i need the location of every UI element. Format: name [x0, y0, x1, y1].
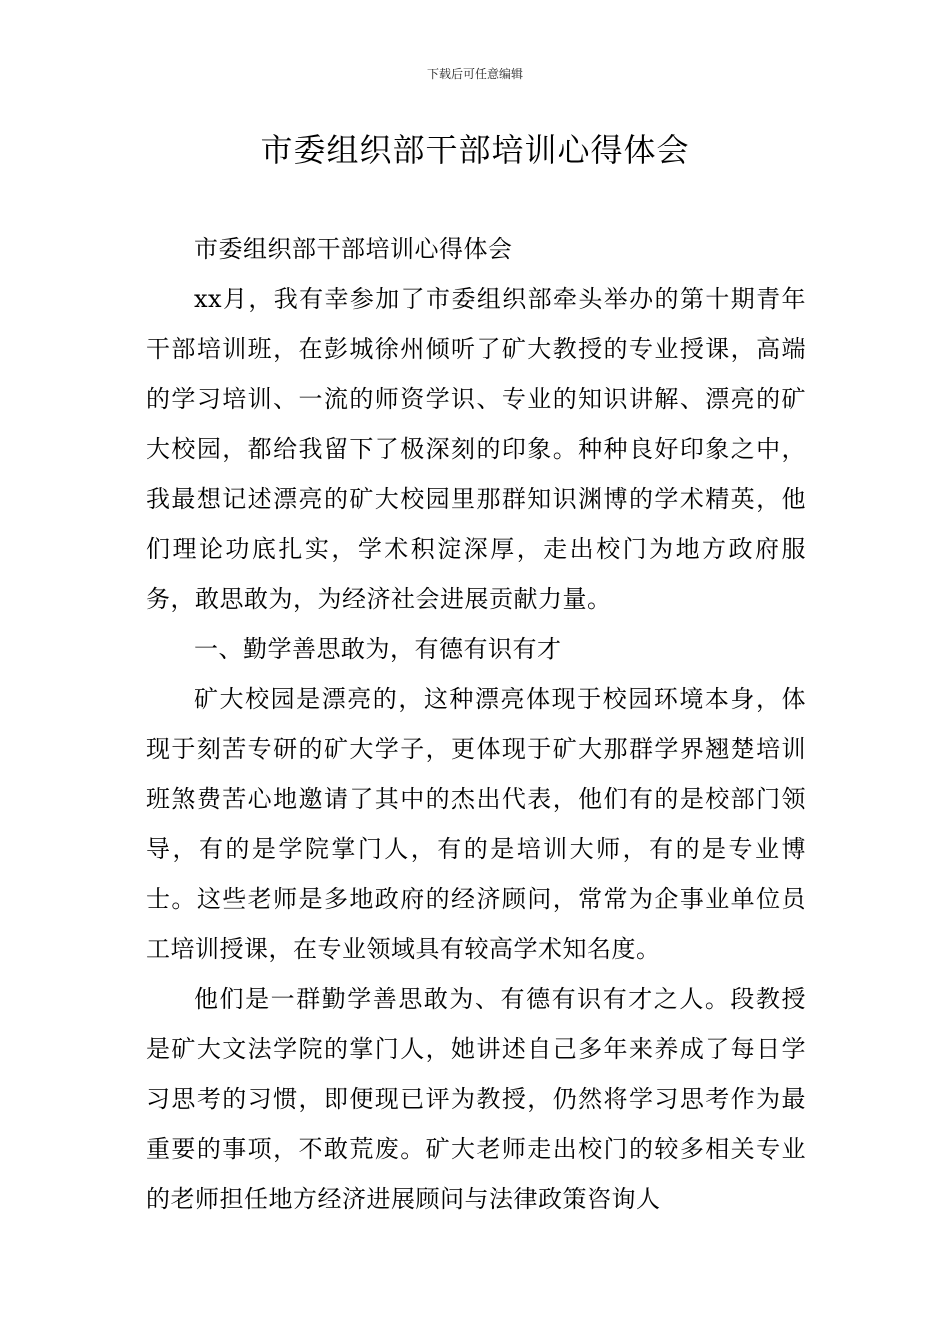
paragraph-subtitle: 市委组织部干部培训心得体会 [194, 235, 513, 263]
paragraph-intro: xx月，我有幸参加了市委组织部牵头举办的第十期青年干部培训班，在彭城徐州倾听了矿大教授的专业授课，高端的学习培训、一流的师资学识、专业的知识讲解、漂亮的矿大校园，都给我留下了极深刻的印象。种种良好印象之中，我最想记述漂亮的矿大校园里那群知识渊博的学术精英，他们理论功底扎实，学术积淀深厚，走出校门为地方政府服务，敢思敢为，为经济社会进展贡献力量。 [146, 285, 806, 613]
document-title: 市委组织部干部培训心得体会 [260, 131, 690, 169]
paragraph-teachers: 他们是一群勤学善思敢为、有德有识有才之人。段教授是矿大文法学院的掌门人，她讲述自己多年来养成了每日学习思考的习惯，即便现已评为教授，仍然将学习思考作为最重要的事项，不敢荒废。矿大老师走出校门的较多相关专业的老师担任地方经济进展顾问与法律政策咨询人 [146, 985, 806, 1213]
document-body [146, 224, 806, 1224]
paragraph-section-heading: 一、勤学善思敢为，有德有识有才 [194, 635, 562, 663]
paragraph-campus: 矿大校园是漂亮的，这种漂亮体现于校园环境本身，体现于刻苦专研的矿大学子，更体现于矿大那群学界翘楚培训班煞费苦心地邀请了其中的杰出代表，他们有的是校部门领导，有的是学院掌门人，有的是培训大师，有的是专业博士。这些老师是多地政府的经济顾问，常常为企事业单位员工培训授课，在专业领域具有较高学术知名度。 [146, 685, 806, 963]
header-note: 下载后可任意编辑 [426, 67, 523, 81]
